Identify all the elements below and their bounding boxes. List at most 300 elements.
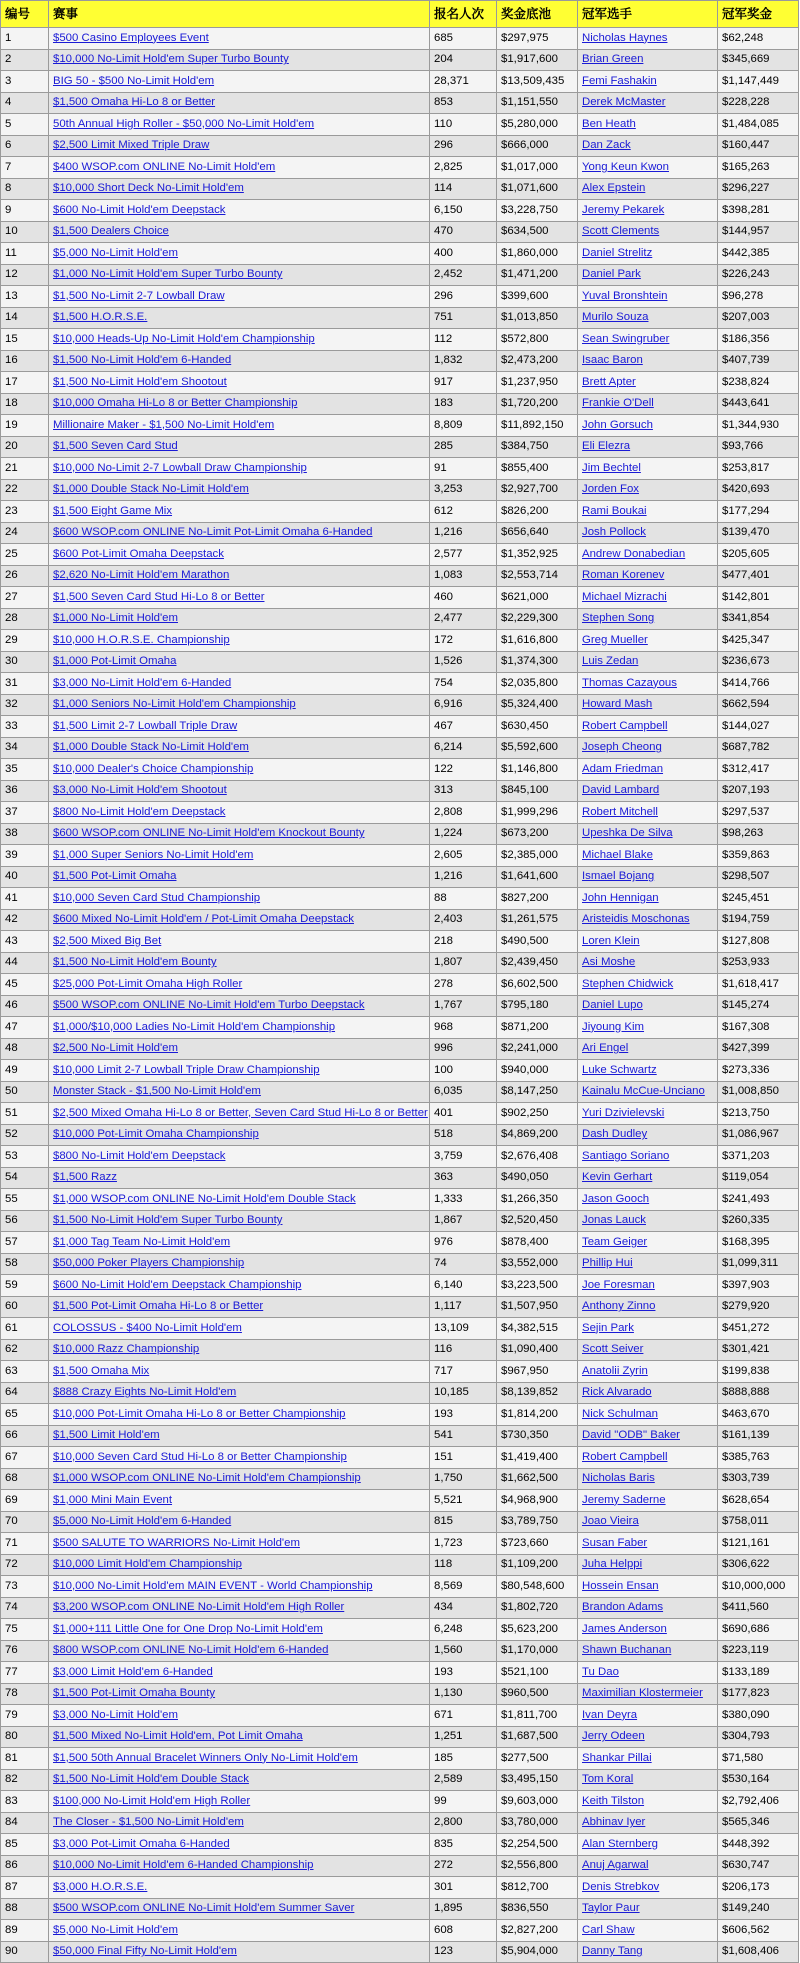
winner-link[interactable]: Alex Epstein xyxy=(582,182,646,195)
winner-link[interactable]: Upeshka De Silva xyxy=(582,827,673,840)
winner-link[interactable]: Isaac Baron xyxy=(582,354,643,367)
event-link[interactable]: $50,000 Poker Players Championship xyxy=(53,1257,245,1270)
winner-link[interactable]: Anuj Agarwal xyxy=(582,1859,649,1872)
cell-event-number: 82 xyxy=(1,1769,49,1791)
cell-entries: 285 xyxy=(430,436,497,458)
cell-prize-pool: $2,827,200 xyxy=(497,1920,578,1942)
event-link[interactable]: $1,000 WSOP.com ONLINE No-Limit Hold'em Double Stack xyxy=(53,1192,356,1205)
winner-link[interactable]: Ari Engel xyxy=(582,1042,629,1055)
winner-link[interactable]: James Anderson xyxy=(582,1622,667,1635)
winner-link[interactable]: David Lambard xyxy=(582,784,660,797)
winner-link[interactable]: Jerry Odeen xyxy=(582,1730,645,1743)
event-link[interactable]: $1,000 Mini Main Event xyxy=(53,1493,173,1506)
winner-link[interactable]: Michael Blake xyxy=(582,848,653,861)
cell-winner xyxy=(578,393,718,415)
event-link[interactable]: 50th Annual High Roller - $50,000 No-Limit Hold'em xyxy=(53,117,315,130)
winner-link[interactable]: Kevin Gerhart xyxy=(582,1171,653,1184)
event-link[interactable]: $10,000 No-Limit 2-7 Lowball Draw Championship xyxy=(53,461,307,474)
event-link[interactable]: $1,000 WSOP.com ONLINE No-Limit Hold'em Championship xyxy=(53,1472,361,1485)
event-link[interactable]: $2,620 No-Limit Hold'em Marathon xyxy=(53,569,230,582)
event-link[interactable]: $10,000 No-Limit Hold'em Super Turbo Bounty xyxy=(53,53,289,66)
event-link[interactable]: $1,000 Seniors No-Limit Hold'em Championship xyxy=(53,698,296,711)
table-row xyxy=(1,1511,799,1533)
winner-link[interactable]: Tu Dao xyxy=(582,1665,619,1678)
winner-link[interactable]: Adam Friedman xyxy=(582,762,664,775)
event-link[interactable]: $1,500 No-Limit Hold'em Bounty xyxy=(53,956,217,969)
cell-entries: 917 xyxy=(430,372,497,394)
header-first-prize: 冠军奖金 xyxy=(718,1,799,28)
event-link[interactable]: $1,500 50th Annual Bracelet Winners Only No-Limit Hold'em xyxy=(53,1751,358,1764)
event-link[interactable]: Millionaire Maker - $1,500 No-Limit Hold'em xyxy=(53,418,275,431)
cell-event-number: 50 xyxy=(1,1081,49,1103)
cell-first-prize: $194,759 xyxy=(718,909,799,931)
cell-event-name xyxy=(49,1640,430,1662)
event-link[interactable]: $10,000 Limit 2-7 Lowball Triple Draw Championship xyxy=(53,1063,320,1076)
winner-link[interactable]: Luis Zedan xyxy=(582,655,639,668)
cell-prize-pool: $384,750 xyxy=(497,436,578,458)
winner-link[interactable]: Daniel Strelitz xyxy=(582,246,653,259)
event-link[interactable]: $10,000 Short Deck No-Limit Hold'em xyxy=(53,182,244,195)
winner-link[interactable]: Shawn Buchanan xyxy=(582,1644,672,1657)
winner-link[interactable]: Joe Foresman xyxy=(582,1278,655,1291)
cell-winner xyxy=(578,1812,718,1834)
cell-prize-pool: $673,200 xyxy=(497,823,578,845)
cell-prize-pool: $812,700 xyxy=(497,1877,578,1899)
winner-link[interactable]: Maximilian Klostermeier xyxy=(582,1687,703,1700)
cell-winner xyxy=(578,1296,718,1318)
table-row xyxy=(1,544,799,566)
event-link[interactable]: $2,500 No-Limit Hold'em xyxy=(53,1042,178,1055)
winner-link[interactable]: Daniel Lupo xyxy=(582,999,643,1012)
event-link[interactable]: $1,000 Pot-Limit Omaha xyxy=(53,655,177,668)
winner-link[interactable]: Loren Klein xyxy=(582,934,640,947)
winner-link[interactable]: Robert Mitchell xyxy=(582,805,658,818)
event-link[interactable]: $2,500 Mixed Big Bet xyxy=(53,934,162,947)
event-link[interactable]: $10,000 Seven Card Stud Championship xyxy=(53,891,261,904)
winner-link[interactable]: Jeremy Pekarek xyxy=(582,203,665,216)
cell-winner xyxy=(578,737,718,759)
winner-link[interactable]: Scott Seiver xyxy=(582,1343,644,1356)
winner-link[interactable]: Nicholas Baris xyxy=(582,1472,655,1485)
event-link[interactable]: $1,500 Limit 2-7 Lowball Triple Draw xyxy=(53,719,238,732)
winner-link[interactable]: Yuval Bronshtein xyxy=(582,289,668,302)
cell-event-number: 76 xyxy=(1,1640,49,1662)
event-link[interactable]: $10,000 Pot-Limit Omaha Hi-Lo 8 or Better Championship xyxy=(53,1407,346,1420)
event-link[interactable]: $1,500 No-Limit Hold'em Double Stack xyxy=(53,1773,249,1786)
winner-link[interactable]: Abhinav Iyer xyxy=(582,1816,646,1829)
event-link[interactable]: $500 WSOP.com ONLINE No-Limit Hold'em Summer Saver xyxy=(53,1902,355,1915)
cell-prize-pool: $1,170,000 xyxy=(497,1640,578,1662)
event-link[interactable]: $1,500 Pot-Limit Omaha xyxy=(53,870,177,883)
event-link[interactable]: $1,000 Double Stack No-Limit Hold'em xyxy=(53,741,249,754)
event-link[interactable]: $800 No-Limit Hold'em Deepstack xyxy=(53,805,226,818)
winner-link[interactable]: Robert Campbell xyxy=(582,719,668,732)
cell-winner xyxy=(578,1253,718,1275)
winner-link[interactable]: Juha Helppi xyxy=(582,1558,643,1571)
cell-event-name xyxy=(49,1855,430,1877)
winner-link[interactable]: Brandon Adams xyxy=(582,1601,664,1614)
cell-first-prize: $168,395 xyxy=(718,1232,799,1254)
cell-prize-pool: $2,556,800 xyxy=(497,1855,578,1877)
cell-event-number: 14 xyxy=(1,307,49,329)
cell-entries: 1,224 xyxy=(430,823,497,845)
event-link[interactable]: $1,500 Omaha Hi-Lo 8 or Better xyxy=(53,96,216,109)
event-link[interactable]: $3,000 No-Limit Hold'em xyxy=(53,1708,178,1721)
winner-link[interactable]: Jason Gooch xyxy=(582,1192,650,1205)
event-link[interactable]: $1,000 Double Stack No-Limit Hold'em xyxy=(53,483,249,496)
cell-winner xyxy=(578,1275,718,1297)
event-link[interactable]: $400 WSOP.com ONLINE No-Limit Hold'em xyxy=(53,160,276,173)
winner-link[interactable]: Joao Vieira xyxy=(582,1515,639,1528)
event-link[interactable]: $1,500 Seven Card Stud xyxy=(53,440,178,453)
event-link[interactable]: $3,200 WSOP.com ONLINE No-Limit Hold'em High Roller xyxy=(53,1601,345,1614)
cell-first-prize: $1,608,406 xyxy=(718,1941,799,1963)
event-link[interactable]: $500 Casino Employees Event xyxy=(53,31,209,44)
event-link[interactable]: $3,000 H.O.R.S.E. xyxy=(53,1880,148,1893)
event-link[interactable]: $1,500 Pot-Limit Omaha Bounty xyxy=(53,1687,216,1700)
table-row xyxy=(1,1941,799,1963)
cell-entries: 114 xyxy=(430,178,497,200)
cell-event-number: 56 xyxy=(1,1210,49,1232)
table-body xyxy=(1,28,799,1963)
cell-prize-pool: $1,109,200 xyxy=(497,1554,578,1576)
event-link[interactable]: $888 Crazy Eights No-Limit Hold'em xyxy=(53,1386,237,1399)
winner-link[interactable]: Danny Tang xyxy=(582,1945,643,1958)
winner-link[interactable]: Ben Heath xyxy=(582,117,636,130)
cell-entries: 460 xyxy=(430,587,497,609)
table-row xyxy=(1,1167,799,1189)
winner-link[interactable]: Anatolii Zyrin xyxy=(582,1364,648,1377)
winner-link[interactable]: Daniel Park xyxy=(582,268,641,281)
winner-link[interactable]: Dan Zack xyxy=(582,139,631,152)
cell-first-prize: $253,817 xyxy=(718,458,799,480)
table-row xyxy=(1,1877,799,1899)
winner-link[interactable]: Anthony Zinno xyxy=(582,1300,656,1313)
cell-prize-pool: $5,904,000 xyxy=(497,1941,578,1963)
event-link[interactable]: $600 No-Limit Hold'em Deepstack xyxy=(53,203,226,216)
event-link[interactable]: $600 No-Limit Hold'em Deepstack Championship xyxy=(53,1278,302,1291)
cell-entries: 671 xyxy=(430,1705,497,1727)
event-link[interactable]: $1,500 Dealers Choice xyxy=(53,225,169,238)
event-link[interactable]: $10,000 Limit Hold'em Championship xyxy=(53,1558,242,1571)
table-row xyxy=(1,1812,799,1834)
cell-event-name xyxy=(49,1167,430,1189)
event-link[interactable]: $1,500 No-Limit Hold'em Shootout xyxy=(53,375,227,388)
cell-entries: 1,807 xyxy=(430,952,497,974)
cell-event-number: 16 xyxy=(1,350,49,372)
winner-link[interactable]: Alan Sternberg xyxy=(582,1837,658,1850)
winner-link[interactable]: Carl Shaw xyxy=(582,1923,635,1936)
cell-event-name xyxy=(49,1339,430,1361)
winner-link[interactable]: Robert Campbell xyxy=(582,1450,668,1463)
event-link[interactable]: $10,000 H.O.R.S.E. Championship xyxy=(53,633,230,646)
cell-winner xyxy=(578,1425,718,1447)
winner-link[interactable]: Nick Schulman xyxy=(582,1407,658,1420)
cell-entries: 6,035 xyxy=(430,1081,497,1103)
winner-link[interactable]: Brett Apter xyxy=(582,375,636,388)
cell-event-number: 66 xyxy=(1,1425,49,1447)
cell-event-number: 59 xyxy=(1,1275,49,1297)
event-link[interactable]: $50,000 Final Fifty No-Limit Hold'em xyxy=(53,1945,237,1958)
cell-event-name xyxy=(49,673,430,695)
cell-prize-pool: $836,550 xyxy=(497,1898,578,1920)
cell-winner xyxy=(578,1124,718,1146)
cell-winner xyxy=(578,1769,718,1791)
cell-event-number: 44 xyxy=(1,952,49,974)
winner-link[interactable]: Rick Alvarado xyxy=(582,1386,652,1399)
table-row xyxy=(1,716,799,738)
event-link[interactable]: $1,500 Eight Game Mix xyxy=(53,504,173,517)
winner-link[interactable]: Phillip Hui xyxy=(582,1257,633,1270)
winner-link[interactable]: Susan Faber xyxy=(582,1536,648,1549)
event-link[interactable]: $800 No-Limit Hold'em Deepstack xyxy=(53,1149,226,1162)
event-link[interactable]: $1,000 No-Limit Hold'em xyxy=(53,612,178,625)
event-link[interactable]: $600 Mixed No-Limit Hold'em / Pot-Limit Omaha Deepstack xyxy=(53,913,354,926)
cell-event-name xyxy=(49,1705,430,1727)
cell-prize-pool: $2,439,450 xyxy=(497,952,578,974)
event-link[interactable]: $10,000 Razz Championship xyxy=(53,1343,200,1356)
cell-prize-pool: $8,139,852 xyxy=(497,1382,578,1404)
winner-link[interactable]: Santiago Soriano xyxy=(582,1149,670,1162)
cell-event-number: 23 xyxy=(1,501,49,523)
event-link[interactable]: $1,500 No-Limit Hold'em 6-Handed xyxy=(53,354,232,367)
cell-event-number: 49 xyxy=(1,1060,49,1082)
event-link[interactable]: $500 SALUTE TO WARRIORS No-Limit Hold'em xyxy=(53,1536,300,1549)
winner-link[interactable]: Aristeidis Moschonas xyxy=(582,913,690,926)
winner-link[interactable]: Denis Strebkov xyxy=(582,1880,660,1893)
table-row xyxy=(1,1017,799,1039)
winner-link[interactable]: Sejin Park xyxy=(582,1321,634,1334)
winner-link[interactable]: Taylor Paur xyxy=(582,1902,640,1915)
table-row xyxy=(1,1769,799,1791)
cell-first-prize: $888,888 xyxy=(718,1382,799,1404)
cell-first-prize: $304,793 xyxy=(718,1726,799,1748)
event-link[interactable]: $10,000 No-Limit Hold'em MAIN EVENT - World Championship xyxy=(53,1579,373,1592)
table-row xyxy=(1,1232,799,1254)
cell-prize-pool: $4,968,900 xyxy=(497,1490,578,1512)
cell-entries: 853 xyxy=(430,92,497,114)
event-link[interactable]: $1,500 No-Limit Hold'em Super Turbo Bounty xyxy=(53,1214,283,1227)
winner-link[interactable]: Frankie O'Dell xyxy=(582,397,654,410)
winner-link[interactable]: Nicholas Haynes xyxy=(582,31,668,44)
cell-winner xyxy=(578,114,718,136)
event-link[interactable]: $5,000 No-Limit Hold'em 6-Handed xyxy=(53,1515,232,1528)
event-link[interactable]: $3,000 No-Limit Hold'em Shootout xyxy=(53,784,227,797)
winner-link[interactable]: Ivan Deyra xyxy=(582,1708,638,1721)
cell-first-prize: $1,484,085 xyxy=(718,114,799,136)
cell-winner xyxy=(578,1017,718,1039)
cell-entries: 400 xyxy=(430,243,497,265)
winner-link[interactable]: Sean Swingruber xyxy=(582,332,670,345)
event-link[interactable]: BIG 50 - $500 No-Limit Hold'em xyxy=(53,74,215,87)
event-link[interactable]: Monster Stack - $1,500 No-Limit Hold'em xyxy=(53,1085,261,1098)
cell-event-number: 19 xyxy=(1,415,49,437)
winner-link[interactable]: Jiyoung Kim xyxy=(582,1020,645,1033)
cell-first-prize: $606,562 xyxy=(718,1920,799,1942)
cell-first-prize: $10,000,000 xyxy=(718,1576,799,1598)
cell-entries: 2,403 xyxy=(430,909,497,931)
winner-link[interactable]: Derek McMaster xyxy=(582,96,666,109)
winner-link[interactable]: John Gorsuch xyxy=(582,418,653,431)
event-link[interactable]: $10,000 Dealer's Choice Championship xyxy=(53,762,254,775)
event-link[interactable]: $1,500 Pot-Limit Omaha Hi-Lo 8 or Better xyxy=(53,1300,264,1313)
winner-link[interactable]: Brian Green xyxy=(582,53,644,66)
cell-event-name xyxy=(49,436,430,458)
cell-prize-pool: $1,720,200 xyxy=(497,393,578,415)
winner-link[interactable]: Joseph Cheong xyxy=(582,741,662,754)
cell-event-name xyxy=(49,1103,430,1125)
event-link[interactable]: $1,000+111 Little One for One Drop No-Limit Hold'em xyxy=(53,1622,323,1635)
cell-event-name xyxy=(49,415,430,437)
cell-winner xyxy=(578,307,718,329)
table-row xyxy=(1,630,799,652)
winner-link[interactable]: Scott Clements xyxy=(582,225,660,238)
event-link[interactable]: $10,000 Omaha Hi-Lo 8 or Better Championship xyxy=(53,397,298,410)
winner-link[interactable]: Keith Tilston xyxy=(582,1794,645,1807)
winner-link[interactable]: Yong Keun Kwon xyxy=(582,160,669,173)
event-link[interactable]: $10,000 No-Limit Hold'em 6-Handed Championship xyxy=(53,1859,314,1872)
cell-winner xyxy=(578,952,718,974)
table-row xyxy=(1,651,799,673)
event-link[interactable]: $1,500 H.O.R.S.E. xyxy=(53,311,148,324)
cell-entries: 996 xyxy=(430,1038,497,1060)
cell-prize-pool: $1,374,300 xyxy=(497,651,578,673)
table-row xyxy=(1,694,799,716)
winner-link[interactable]: Eli Elezra xyxy=(582,440,631,453)
event-link[interactable]: $600 WSOP.com ONLINE No-Limit Pot-Limit Omaha 6-Handed xyxy=(53,526,373,539)
table-row xyxy=(1,1576,799,1598)
cell-event-number: 11 xyxy=(1,243,49,265)
cell-event-name xyxy=(49,1748,430,1770)
winner-link[interactable]: Shankar Pillai xyxy=(582,1751,652,1764)
winner-link[interactable]: Stephen Song xyxy=(582,612,655,625)
winner-link[interactable]: Howard Mash xyxy=(582,698,653,711)
cell-entries: 1,723 xyxy=(430,1533,497,1555)
cell-event-number: 5 xyxy=(1,114,49,136)
winner-link[interactable]: Jonas Lauck xyxy=(582,1214,646,1227)
event-link[interactable]: $1,000 No-Limit Hold'em Super Turbo Bounty xyxy=(53,268,283,281)
cell-entries: 470 xyxy=(430,221,497,243)
winner-link[interactable]: Stephen Chidwick xyxy=(582,977,674,990)
winner-link[interactable]: Yuri Dzivielevski xyxy=(582,1106,665,1119)
winner-link[interactable]: Tom Koral xyxy=(582,1773,634,1786)
winner-link[interactable]: John Hennigan xyxy=(582,891,659,904)
winner-link[interactable]: Asi Moshe xyxy=(582,956,636,969)
cell-entries: 123 xyxy=(430,1941,497,1963)
winner-link[interactable]: Jorden Fox xyxy=(582,483,639,496)
event-link[interactable]: $1,000/$10,000 Ladies No-Limit Hold'em Championship xyxy=(53,1020,336,1033)
cell-prize-pool: $2,553,714 xyxy=(497,565,578,587)
cell-prize-pool: $277,500 xyxy=(497,1748,578,1770)
cell-prize-pool: $967,950 xyxy=(497,1361,578,1383)
event-link[interactable]: $3,000 No-Limit Hold'em 6-Handed xyxy=(53,676,232,689)
cell-winner xyxy=(578,1318,718,1340)
winner-link[interactable]: Jeremy Saderne xyxy=(582,1493,666,1506)
event-link[interactable]: $10,000 Pot-Limit Omaha Championship xyxy=(53,1128,259,1141)
event-link[interactable]: $600 Pot-Limit Omaha Deepstack xyxy=(53,547,224,560)
cell-entries: 717 xyxy=(430,1361,497,1383)
event-link[interactable]: $2,500 Limit Mixed Triple Draw xyxy=(53,139,210,152)
winner-link[interactable]: David "ODB" Baker xyxy=(582,1429,680,1442)
cell-event-name xyxy=(49,909,430,931)
cell-first-prize: $186,356 xyxy=(718,329,799,351)
table-row xyxy=(1,393,799,415)
winner-link[interactable]: Michael Mizrachi xyxy=(582,590,667,603)
event-link[interactable]: The Closer - $1,500 No-Limit Hold'em xyxy=(53,1816,244,1829)
winner-link[interactable]: Ismael Bojang xyxy=(582,870,655,883)
event-link[interactable]: $10,000 Heads-Up No-Limit Hold'em Championship xyxy=(53,332,315,345)
cell-first-prize: $93,766 xyxy=(718,436,799,458)
event-link[interactable]: $25,000 Pot-Limit Omaha High Roller xyxy=(53,977,243,990)
winner-link[interactable]: Jim Bechtel xyxy=(582,461,641,474)
cell-first-prize: $420,693 xyxy=(718,479,799,501)
event-link[interactable]: $1,500 Omaha Mix xyxy=(53,1364,150,1377)
event-link[interactable]: $2,500 Mixed Omaha Hi-Lo 8 or Better, Seven Card Stud Hi-Lo 8 or Better xyxy=(53,1106,428,1119)
event-link[interactable]: $1,000 Tag Team No-Limit Hold'em xyxy=(53,1235,231,1248)
cell-event-number: 70 xyxy=(1,1511,49,1533)
cell-entries: 1,117 xyxy=(430,1296,497,1318)
cell-event-name xyxy=(49,780,430,802)
event-link[interactable]: $100,000 No-Limit Hold'em High Roller xyxy=(53,1794,251,1807)
cell-first-prize: $1,099,311 xyxy=(718,1253,799,1275)
event-link[interactable]: $1,500 Mixed No-Limit Hold'em, Pot Limit Omaha xyxy=(53,1730,303,1743)
cell-prize-pool: $1,266,350 xyxy=(497,1189,578,1211)
event-link[interactable]: $600 WSOP.com ONLINE No-Limit Hold'em Knockout Bounty xyxy=(53,827,365,840)
cell-entries: 99 xyxy=(430,1791,497,1813)
winner-link[interactable]: Roman Korenev xyxy=(582,569,665,582)
cell-prize-pool: $3,780,000 xyxy=(497,1812,578,1834)
event-link[interactable]: $1,500 Seven Card Stud Hi-Lo 8 or Better xyxy=(53,590,265,603)
cell-prize-pool: $5,592,600 xyxy=(497,737,578,759)
event-link[interactable]: $5,000 No-Limit Hold'em xyxy=(53,1923,178,1936)
winner-link[interactable]: Andrew Donabedian xyxy=(582,547,686,560)
event-link[interactable]: $1,500 Limit Hold'em xyxy=(53,1429,160,1442)
winner-link[interactable]: Team Geiger xyxy=(582,1235,648,1248)
winner-link[interactable]: Josh Pollock xyxy=(582,526,646,539)
winner-link[interactable]: Luke Schwartz xyxy=(582,1063,657,1076)
winner-link[interactable]: Murilo Souza xyxy=(582,311,649,324)
winner-link[interactable]: Rami Boukai xyxy=(582,504,647,517)
event-link[interactable]: $1,500 Razz xyxy=(53,1171,117,1184)
event-link[interactable]: $500 WSOP.com ONLINE No-Limit Hold'em Turbo Deepstack xyxy=(53,999,365,1012)
event-link[interactable]: $10,000 Seven Card Stud Hi-Lo 8 or Better Championship xyxy=(53,1450,347,1463)
cell-event-name xyxy=(49,1877,430,1899)
event-link[interactable]: $5,000 No-Limit Hold'em xyxy=(53,246,178,259)
table-row xyxy=(1,1189,799,1211)
event-link[interactable]: $1,000 Super Seniors No-Limit Hold'em xyxy=(53,848,254,861)
event-link[interactable]: COLOSSUS - $400 No-Limit Hold'em xyxy=(53,1321,242,1334)
winner-link[interactable]: Hossein Ensan xyxy=(582,1579,659,1592)
winner-link[interactable]: Greg Mueller xyxy=(582,633,648,646)
winner-link[interactable]: Kainalu McCue-Unciano xyxy=(582,1085,705,1098)
winner-link[interactable]: Thomas Cazayous xyxy=(582,676,677,689)
cell-winner xyxy=(578,1662,718,1684)
event-link[interactable]: $800 WSOP.com ONLINE No-Limit Hold'em 6-Handed xyxy=(53,1644,329,1657)
cell-event-name xyxy=(49,1275,430,1297)
cell-winner xyxy=(578,1081,718,1103)
event-link[interactable]: $3,000 Pot-Limit Omaha 6-Handed xyxy=(53,1837,230,1850)
event-link[interactable]: $1,500 No-Limit 2-7 Lowball Draw xyxy=(53,289,225,302)
table-row xyxy=(1,1898,799,1920)
event-link[interactable]: $3,000 Limit Hold'em 6-Handed xyxy=(53,1665,213,1678)
cell-prize-pool: $490,500 xyxy=(497,931,578,953)
cell-event-number: 39 xyxy=(1,845,49,867)
winner-link[interactable]: Dash Dudley xyxy=(582,1128,648,1141)
cell-entries: 968 xyxy=(430,1017,497,1039)
winner-link[interactable]: Femi Fashakin xyxy=(582,74,657,87)
cell-first-prize: $530,164 xyxy=(718,1769,799,1791)
cell-event-name xyxy=(49,1920,430,1942)
